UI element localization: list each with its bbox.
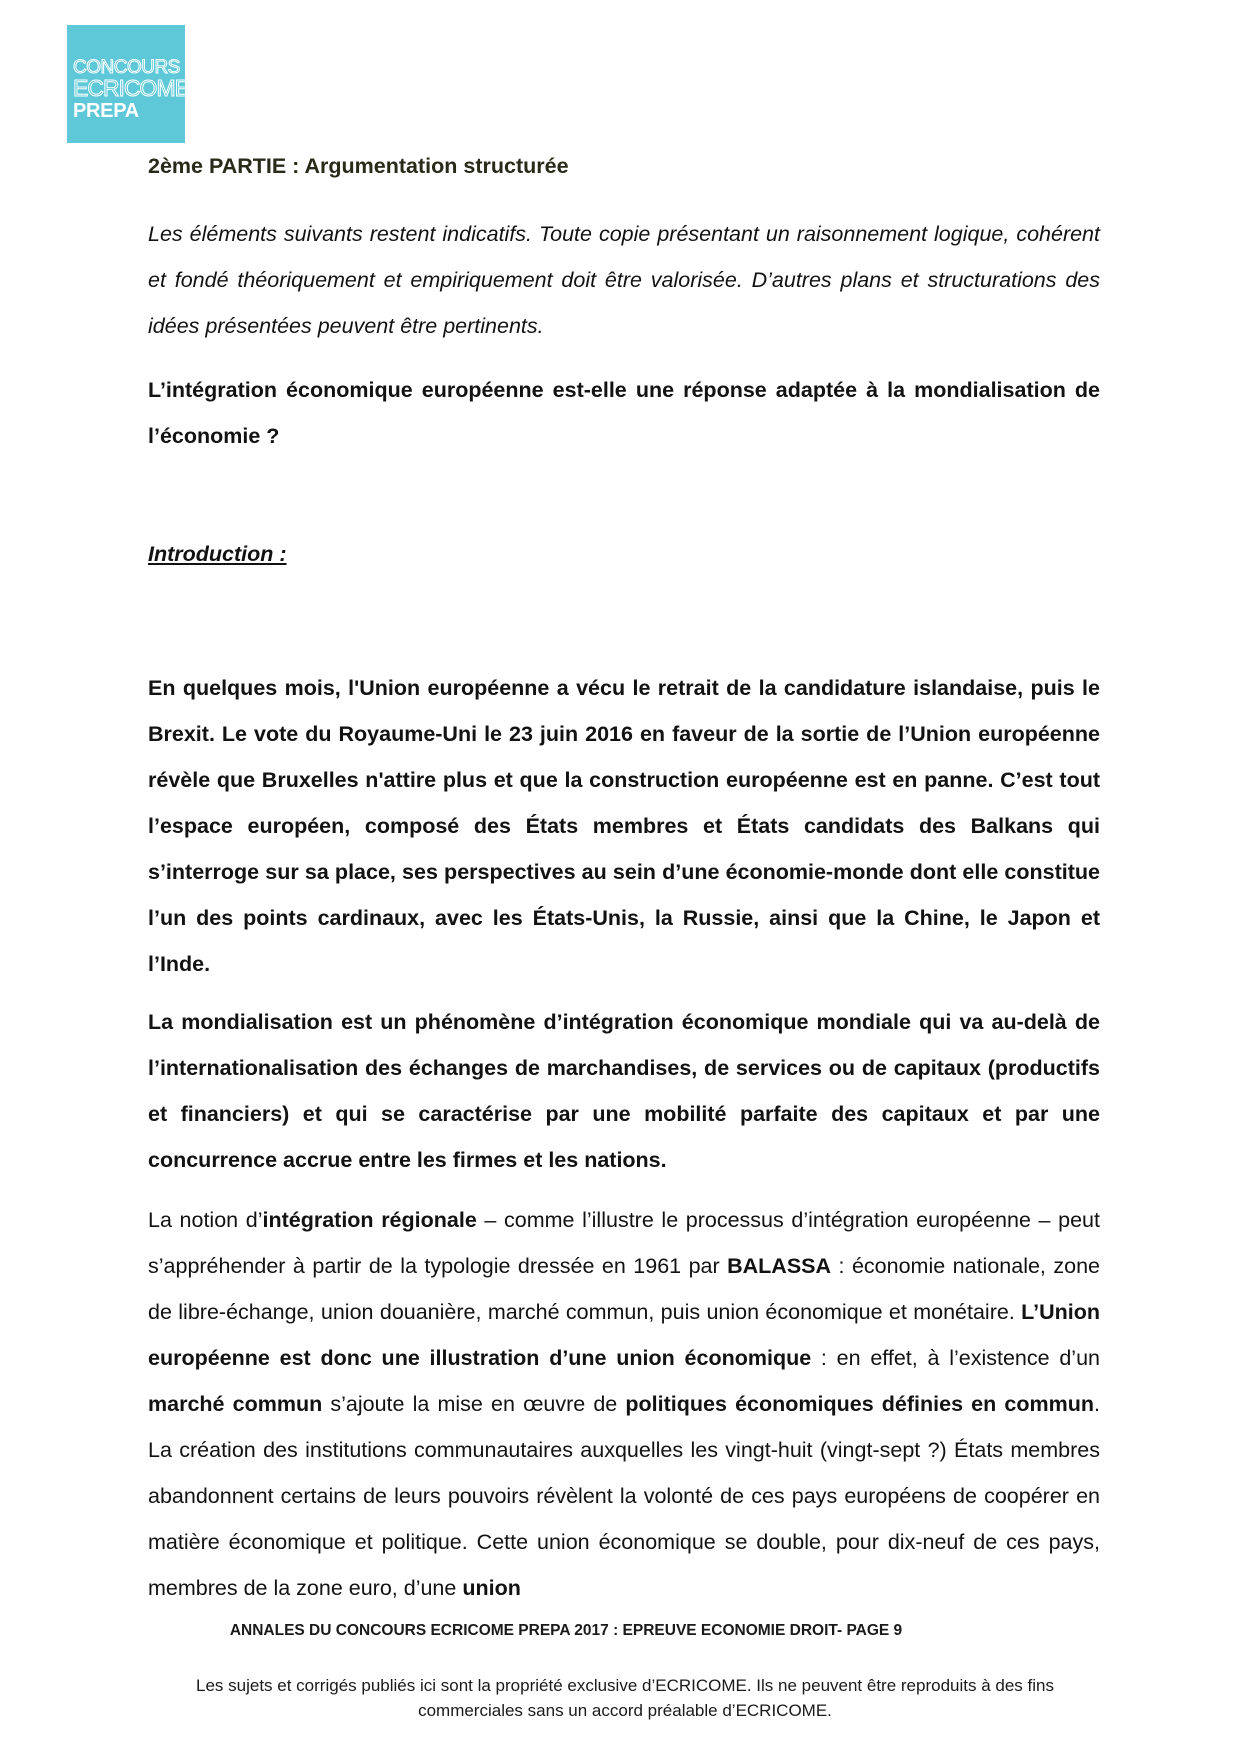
bold-term-marche-commun: marché commun	[148, 1392, 323, 1416]
text-segment: s’ajoute la mise en œuvre de	[322, 1392, 626, 1416]
indicative-note: Les éléments suivants restent indicatifs. Toute copie présentant un raisonnement logique, cohérent et fondé théoriquement et empiriquement doit être valorisée. D’autres plans et structurations des idées présentées peuvent être pertinents.	[148, 222, 1100, 338]
text-segment: : économie nationale, zone de libre-échange, union douanière, marché commun, puis union économique et monétaire.	[148, 1254, 1100, 1324]
logo-line-prepa: PREPA	[73, 100, 139, 122]
paragraph-brexit: En quelques mois, l'Union européenne a vécu le retrait de la candidature islandaise, puis le Brexit. Le vote du Royaume-Uni le 23 juin 2016 en faveur de la sortie de l’Union européenne révèle que Bruxelles n'attire plus et que la construction européenne est en panne. C’est tout l’espace européen, composé des États membres et États candidats des Balkans qui s’interroge sur sa place, ses perspectives au sein d’une économie-monde dont elle constitue l’un des points cardinaux, avec les États-Unis, la Russie, ainsi que la Chine, le Japon et l’Inde.	[148, 676, 1100, 976]
exam-question: L’intégration économique européenne est-elle une réponse adaptée à la mondialisation de l’économie ?	[148, 378, 1100, 448]
footer-legal-notice: Les sujets et corrigés publiés ici sont la propriété exclusive d’ECRICOME. Ils ne peuvent être reproduits à des fins commerciales sans un accord préalable d’ECRICOME.	[196, 1676, 1054, 1720]
paragraph-integration-regionale	[148, 1197, 1100, 1611]
logo-line-ecricome: ECRICOME	[73, 75, 189, 101]
section-title: 2ème PARTIE : Argumentation structurée	[148, 154, 569, 178]
bold-term-balassa: BALASSA	[727, 1254, 832, 1278]
bold-term-union: union	[462, 1576, 521, 1600]
footer-annales: ANNALES DU CONCOURS ECRICOME PREPA 2017 : EPREUVE ECONOMIE DROIT- PAGE 9	[229, 1622, 903, 1639]
paragraph-mondialisation: La mondialisation est un phénomène d’intégration économique mondiale qui va au-delà de l’internationalisation des échanges de marchandises, de services ou de capitaux (productifs et financiers) et qui se caractérise par une mobilité parfaite des capitaux et par une concurrence accrue entre les firmes et les nations.	[148, 1010, 1100, 1172]
text-segment: . La création des institutions communautaires auxquelles les vingt-huit (vingt-sept ?) États membres abandonnent certains de leurs pouvoirs révèlent la volonté de ces pays européens de coopérer en matière économique et politique. Cette union économique se double, pour dix-neuf de ces pays, membres de la zone euro, d’une	[148, 1392, 1100, 1600]
bold-term-integration-regionale: intégration régionale	[262, 1208, 477, 1232]
text-segment: La notion d’	[148, 1208, 263, 1232]
document-body	[148, 143, 1100, 1611]
bold-term-politiques-economiques: politiques économiques définies en commun	[625, 1392, 1095, 1416]
text-segment: – comme l’illustre le processus d’intégration européenne – peut s’appréhender à partir de la typologie dressée en 1961 par	[148, 1208, 1100, 1278]
logo-line-concours: CONCOURS	[73, 57, 180, 78]
introduction-heading: Introduction :	[148, 542, 287, 566]
ecricome-logo	[67, 25, 189, 143]
bold-term-union-economique: L’Union européenne est donc une illustration d’une union économique	[148, 1300, 1100, 1370]
text-segment: : en effet, à l’existence d’un	[811, 1346, 1101, 1370]
